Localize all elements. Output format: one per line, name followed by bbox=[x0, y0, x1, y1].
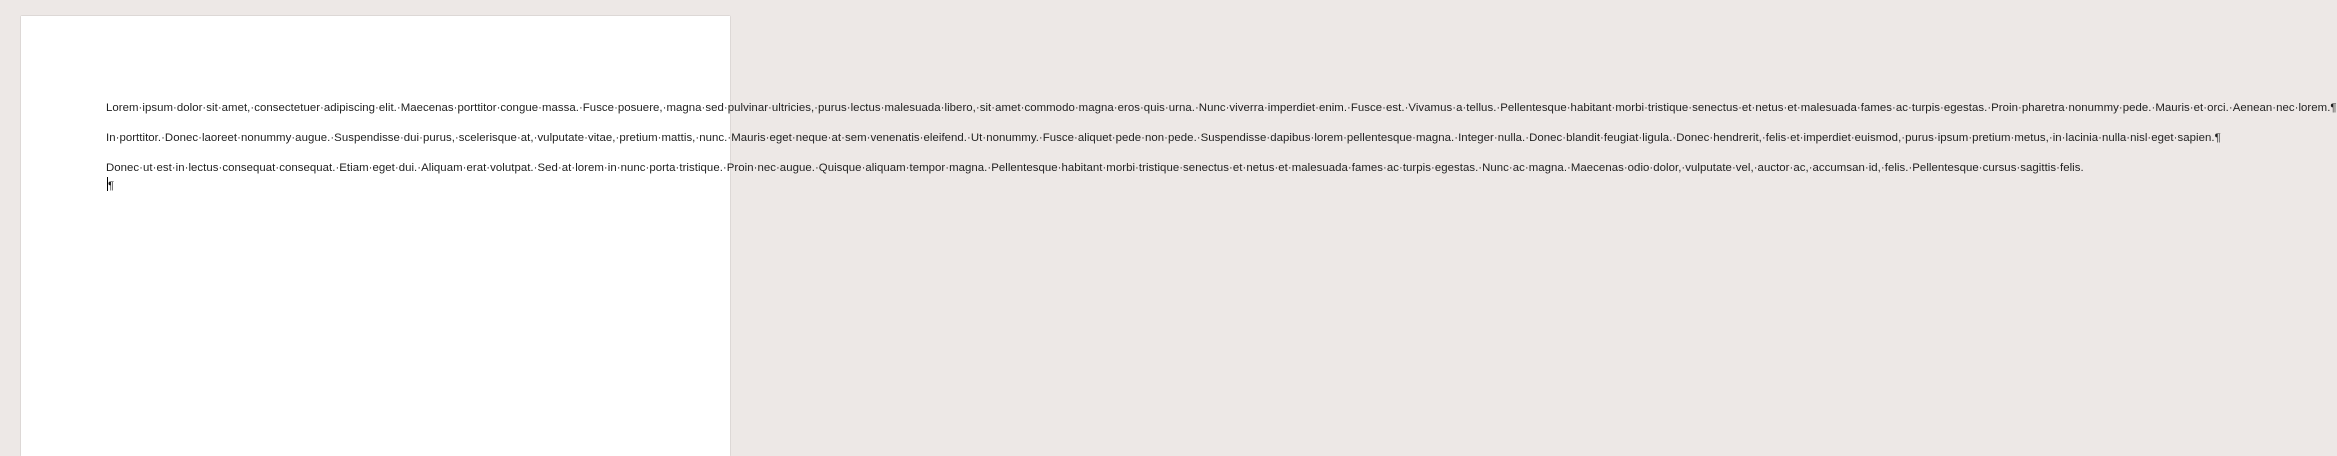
document-page[interactable] bbox=[21, 16, 2337, 456]
paragraph-1-text: Lorem·ipsum·dolor·sit·amet,·consectetuer·adipiscing·elit.·Maecenas·porttitor·congue·massa.·Fusce·posuere,·magna·sed·pulvinar·ultricies,·purus·lectus·malesuada·libero,·sit·amet·commodo·magna·eros·quis·urna.·Nunc·viverra·imperdiet·enim.·Fusce·est.·Vivamus·a·tellus.·Pellentesque·habitant·morbi·tristique·senectus·et·netus·et·malesuada·fames·ac·turpis·egestas.·Proin·pharetra·nonummy·pede.·Mauris·et·orci.·Aenean·nec·lorem. bbox=[106, 102, 2331, 114]
paragraph-2-text: In·porttitor.·Donec·laoreet·nonummy·augue.·Suspendisse·dui·purus,·scelerisque·at,·vulputate·vitae,·pretium·mattis,·nunc.·Mauris·eget·neque·at·sem·venenatis·eleifend.·Ut·nonummy.·Fusce·aliquet·pede·non·pede.·Suspendisse·dapibus·lorem·pellentesque·magna.·Integer·nulla.·Donec·blandit·feugiat·ligula.·Donec·hendrerit,·felis·et·imperdiet·euismod,·purus·ipsum·pretium·metus,·in·lacinia·nulla·nisl·eget·sapien. bbox=[106, 132, 2215, 145]
paragraph-1[interactable] bbox=[106, 100, 2337, 116]
paragraph-3[interactable] bbox=[106, 160, 2084, 193]
paragraph-3-text: Donec·ut·est·in·lectus·consequat·consequat.·Etiam·eget·dui.·Aliquam·erat·volutpat.·Sed·at·lorem·in·nunc·porta·tristique.·Proin·nec·augue.·Quisque·aliquam·tempor·magna.·Pellentesque·habitant·morbi·tristique·senectus·et·netus·et·malesuada·fames·ac·turpis·egestas.·Nunc·ac·magna.·Maecenas·odio·dolor,·vulputate·vel,·auctor·ac,·accumsan·id,·felis.·Pellentesque·cursus·sagittis·felis. bbox=[106, 162, 2084, 175]
pilcrow-mark: ¶ bbox=[2330, 102, 2337, 114]
pilcrow-mark: ¶ bbox=[2214, 132, 2221, 145]
paragraph-2[interactable] bbox=[106, 130, 2221, 146]
pilcrow-mark: ¶ bbox=[108, 179, 115, 192]
document-body[interactable] bbox=[106, 100, 2337, 194]
